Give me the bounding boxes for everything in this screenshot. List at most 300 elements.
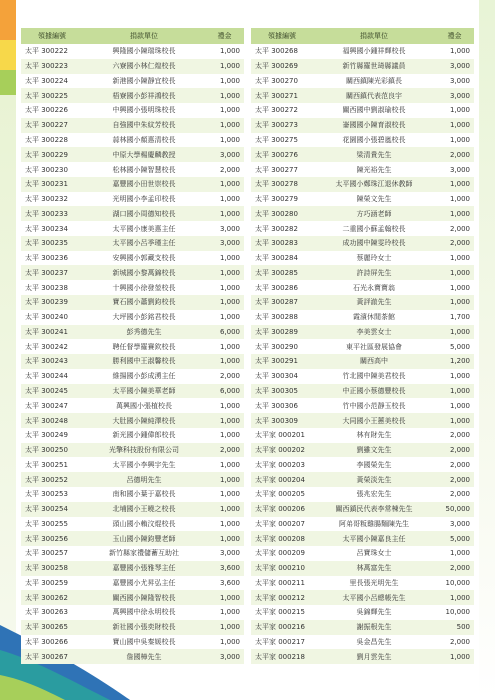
donor-cell: 關西國小陳隆智校長 (83, 590, 205, 605)
amount-cell: 2,000 (435, 147, 474, 162)
amount-cell: 2,000 (435, 487, 474, 502)
amount-cell: 6,000 (205, 384, 244, 399)
amount-cell: 1,000 (435, 251, 474, 266)
amount-cell: 1,000 (435, 103, 474, 118)
donor-cell: 李美雲女士 (313, 325, 435, 340)
receipt-number-cell: 太平 300242 (21, 339, 83, 354)
table-row (251, 265, 474, 280)
table-row (21, 635, 244, 650)
amount-cell: 500 (435, 620, 474, 635)
table-row (251, 472, 474, 487)
donor-cell: 寶山國中吳秦媛校長 (83, 635, 205, 650)
amount-cell: 1,000 (435, 546, 474, 561)
table-row (21, 605, 244, 620)
amount-cell: 3,000 (435, 517, 474, 532)
receipt-number-cell: 太平 300277 (251, 162, 313, 177)
receipt-number-cell: 太平 300222 (21, 44, 83, 59)
receipt-number-cell: 太平 300233 (21, 206, 83, 221)
receipt-number-cell: 太平 300240 (21, 310, 83, 325)
table-row (251, 325, 474, 340)
receipt-number-cell: 太平 300250 (21, 443, 83, 458)
receipt-number-cell: 太平 300224 (21, 74, 83, 89)
table-row (21, 576, 244, 591)
amount-cell: 1,000 (205, 251, 244, 266)
table-row (251, 59, 474, 74)
amount-cell: 1,000 (435, 44, 474, 59)
table-row (21, 221, 244, 236)
table-row (21, 398, 244, 413)
table-row (251, 88, 474, 103)
table-header-row (21, 28, 244, 44)
table-row (21, 44, 244, 59)
amount-cell: 1,000 (205, 44, 244, 59)
amount-cell: 1,000 (435, 177, 474, 192)
receipt-number-cell: 太平 300263 (21, 605, 83, 620)
table-row (251, 561, 474, 576)
table-row (251, 531, 474, 546)
amount-cell: 5,000 (435, 339, 474, 354)
header-receipt-number: 領據編號 (21, 28, 83, 44)
amount-cell: 1,000 (205, 103, 244, 118)
table-row (251, 103, 474, 118)
table-row (251, 354, 474, 369)
table-row (251, 206, 474, 221)
donor-cell: 聘任督學羅賽欽校長 (83, 339, 205, 354)
donor-cell: 嘉豐國小田世崇校長 (83, 177, 205, 192)
header-receipt-number: 領據編號 (251, 28, 313, 44)
table-row (21, 265, 244, 280)
donor-cell: 吳錦輝先生 (313, 605, 435, 620)
table-row (21, 88, 244, 103)
donor-cell: 關西鎮代表范良宇 (313, 88, 435, 103)
amount-cell: 1,000 (435, 118, 474, 133)
receipt-number-cell: 太平家 000208 (251, 531, 313, 546)
donor-cell: 中原大學楊慶麟教授 (83, 147, 205, 162)
table-row (21, 502, 244, 517)
amount-cell: 2,000 (435, 428, 474, 443)
receipt-number-cell: 太平 300285 (251, 265, 313, 280)
receipt-number-cell: 太平 300231 (21, 177, 83, 192)
receipt-number-cell: 太平 300252 (21, 472, 83, 487)
receipt-number-cell: 太平 300286 (251, 280, 313, 295)
donor-cell: 林萬富先生 (313, 561, 435, 576)
receipt-number-cell: 太平 300269 (251, 59, 313, 74)
donor-cell: 竹中國小范靜玉校長 (313, 398, 435, 413)
amount-cell: 1,000 (205, 531, 244, 546)
table-row (21, 206, 244, 221)
table-row (251, 133, 474, 148)
table-row (21, 546, 244, 561)
amount-cell: 1,000 (435, 649, 474, 664)
amount-cell: 2,000 (435, 221, 474, 236)
amount-cell: 2,000 (435, 443, 474, 458)
amount-cell: 1,000 (205, 265, 244, 280)
table-row (21, 251, 244, 266)
table-row (251, 44, 474, 59)
table-body (251, 44, 474, 664)
table-row (251, 649, 474, 664)
receipt-number-cell: 太平 300255 (21, 517, 83, 532)
amount-cell: 1,000 (205, 177, 244, 192)
receipt-number-cell: 太平家 000216 (251, 620, 313, 635)
receipt-number-cell: 太平 300282 (251, 221, 313, 236)
amount-cell: 1,000 (205, 88, 244, 103)
donor-cell: 關西鎮民代表李常棟先生 (313, 502, 435, 517)
amount-cell: 1,000 (435, 280, 474, 295)
amount-cell: 1,200 (435, 354, 474, 369)
receipt-number-cell: 太平 300230 (21, 162, 83, 177)
receipt-number-cell: 太平家 000209 (251, 546, 313, 561)
donor-cell: 吳金昌先生 (313, 635, 435, 650)
receipt-number-cell: 太平 300229 (21, 147, 83, 162)
donor-cell: 自強國中朱紋芳校長 (83, 118, 205, 133)
receipt-number-cell: 太平 300306 (251, 398, 313, 413)
amount-cell: 1,000 (205, 339, 244, 354)
donor-cell: 彭秀德先生 (83, 325, 205, 340)
receipt-number-cell: 太平 300239 (21, 295, 83, 310)
table-body (21, 44, 244, 664)
amount-cell: 6,000 (205, 325, 244, 340)
donor-cell: 黃榮淡先生 (313, 472, 435, 487)
amount-cell: 3,600 (205, 561, 244, 576)
table-row (21, 443, 244, 458)
donor-cell: 陳榮文先生 (313, 192, 435, 207)
donor-cell: 玉山國小陳鈞豐老師 (83, 531, 205, 546)
receipt-number-cell: 太平 300258 (21, 561, 83, 576)
table-row (251, 369, 474, 384)
right-decorative-stripe (479, 0, 495, 700)
receipt-number-cell: 太平 300266 (21, 635, 83, 650)
receipt-number-cell: 太平 300304 (251, 369, 313, 384)
donor-cell: 霞濱休閒茶館 (313, 310, 435, 325)
amount-cell: 1,000 (205, 472, 244, 487)
donor-cell: 新竹縣家禮儲蓄互助社 (83, 546, 205, 561)
table-row (21, 428, 244, 443)
receipt-number-cell: 太平家 000205 (251, 487, 313, 502)
table-row (21, 310, 244, 325)
donor-cell: 嘉豐國小尤昇弘主任 (83, 576, 205, 591)
amount-cell: 1,000 (435, 590, 474, 605)
donor-cell: 梧寮國小彭祥鴻校長 (83, 88, 205, 103)
donation-table-right (251, 28, 474, 664)
amount-cell: 1,000 (205, 133, 244, 148)
table-row (21, 620, 244, 635)
receipt-number-cell: 太平 300245 (21, 384, 83, 399)
donor-cell: 蒜林國小顏惠清校長 (83, 133, 205, 148)
receipt-number-cell: 太平 300278 (251, 177, 313, 192)
donor-cell: 十興國小徐發堃校長 (83, 280, 205, 295)
amount-cell: 1,000 (435, 206, 474, 221)
table-row (21, 354, 244, 369)
donor-cell: 謝振根先生 (313, 620, 435, 635)
donor-cell: 張兆宏先生 (313, 487, 435, 502)
table-row (251, 576, 474, 591)
table-row (21, 103, 244, 118)
amount-cell: 1,000 (435, 265, 474, 280)
receipt-number-cell: 太平 300265 (21, 620, 83, 635)
donor-cell: 成功國中陳雯玲校長 (313, 236, 435, 251)
donor-cell: 新城國小黎萬錦校長 (83, 265, 205, 280)
amount-cell: 3,000 (435, 74, 474, 89)
donor-cell: 新光國小鍾偉郎校長 (83, 428, 205, 443)
receipt-number-cell: 太平 300287 (251, 295, 313, 310)
amount-cell: 1,000 (435, 369, 474, 384)
amount-cell: 1,000 (435, 325, 474, 340)
receipt-number-cell: 太平 300270 (251, 74, 313, 89)
receipt-number-cell: 太平 300241 (21, 325, 83, 340)
table-row (251, 620, 474, 635)
receipt-number-cell: 太平 300249 (21, 428, 83, 443)
amount-cell: 3,000 (435, 162, 474, 177)
receipt-number-cell: 太平 300226 (21, 103, 83, 118)
amount-cell: 1,000 (205, 59, 244, 74)
amount-cell: 3,000 (205, 649, 244, 664)
receipt-number-cell: 太平家 000212 (251, 590, 313, 605)
donor-cell: 二重國小蘇孟翰校長 (313, 221, 435, 236)
header-amount: 禮金 (205, 28, 244, 44)
receipt-number-cell: 太平 300244 (21, 369, 83, 384)
table-row (251, 398, 474, 413)
table-row (21, 295, 244, 310)
donor-cell: 竹北國中陳美君校長 (313, 369, 435, 384)
donor-cell: 崙國國小陳育淑校長 (313, 118, 435, 133)
donor-cell: 關西鎮陳光彩鎮長 (313, 74, 435, 89)
table-row (251, 517, 474, 532)
donor-cell: 梁清貴先生 (313, 147, 435, 162)
amount-cell: 1,000 (205, 620, 244, 635)
donor-cell: 大同國小王蕙美校長 (313, 413, 435, 428)
table-header-row (251, 28, 474, 44)
amount-cell: 1,000 (205, 398, 244, 413)
receipt-number-cell: 太平 300236 (21, 251, 83, 266)
table-row (21, 413, 244, 428)
donor-cell: 東平社區發展協會 (313, 339, 435, 354)
amount-cell: 2,000 (205, 369, 244, 384)
amount-cell: 1,000 (435, 295, 474, 310)
receipt-number-cell: 太平 300283 (251, 236, 313, 251)
table-row (251, 295, 474, 310)
table-row (21, 325, 244, 340)
receipt-number-cell: 太平家 000202 (251, 443, 313, 458)
amount-cell: 2,000 (435, 561, 474, 576)
donor-cell: 北埔國小王曉之校長 (83, 502, 205, 517)
receipt-number-cell: 太平家 000206 (251, 502, 313, 517)
table-row (251, 339, 474, 354)
amount-cell: 1,000 (435, 384, 474, 399)
amount-cell: 3,600 (205, 576, 244, 591)
amount-cell: 1,000 (205, 635, 244, 650)
donor-cell: 呂寶珠女士 (313, 546, 435, 561)
amount-cell: 1,000 (205, 605, 244, 620)
receipt-number-cell: 太平 300253 (21, 487, 83, 502)
amount-cell: 1,000 (205, 280, 244, 295)
receipt-number-cell: 太平 300237 (21, 265, 83, 280)
donor-cell: 詹國樟先生 (83, 649, 205, 664)
table-row (251, 147, 474, 162)
amount-cell: 1,000 (205, 354, 244, 369)
amount-cell: 1,000 (205, 517, 244, 532)
receipt-number-cell: 太平 300254 (21, 502, 83, 517)
receipt-number-cell: 太平 300268 (251, 44, 313, 59)
left-decorative-stripe (0, 0, 16, 700)
amount-cell: 1,000 (205, 413, 244, 428)
donor-cell: 頭山國小賴汶焜校長 (83, 517, 205, 532)
amount-cell: 1,000 (205, 590, 244, 605)
table-row (251, 384, 474, 399)
amount-cell: 1,000 (205, 457, 244, 472)
receipt-number-cell: 太平 300305 (251, 384, 313, 399)
receipt-number-cell: 太平 300243 (21, 354, 83, 369)
table-row (21, 74, 244, 89)
receipt-number-cell: 太平 300247 (21, 398, 83, 413)
amount-cell: 10,000 (435, 605, 474, 620)
table-row (251, 605, 474, 620)
donor-cell: 里長張光明先生 (313, 576, 435, 591)
table-row (21, 531, 244, 546)
receipt-number-cell: 太平 300267 (21, 649, 83, 664)
donor-cell: 石光永寶寶翁 (313, 280, 435, 295)
table-row (21, 590, 244, 605)
donor-cell: 大肚國小陳純澤校長 (83, 413, 205, 428)
donor-cell: 松林國小陳智慧校長 (83, 162, 205, 177)
table-row (21, 177, 244, 192)
receipt-number-cell: 太平 300248 (21, 413, 83, 428)
donor-cell: 安興國小郭藏支校長 (83, 251, 205, 266)
donor-cell: 萬興國小張植校長 (83, 398, 205, 413)
header-amount: 禮金 (435, 28, 474, 44)
amount-cell: 2,000 (205, 443, 244, 458)
table-row (21, 369, 244, 384)
amount-cell: 3,000 (435, 59, 474, 74)
table-row (251, 74, 474, 89)
table-row (21, 162, 244, 177)
table-row (21, 472, 244, 487)
receipt-number-cell: 太平 300251 (21, 457, 83, 472)
receipt-number-cell: 太平 300289 (251, 325, 313, 340)
table-row (251, 221, 474, 236)
donor-cell: 花園國小張碧嵐校長 (313, 133, 435, 148)
donor-cell: 湖口國小周德知校長 (83, 206, 205, 221)
table-row (251, 546, 474, 561)
receipt-number-cell: 太平家 000218 (251, 649, 313, 664)
donor-cell: 萬興國中徐永明校長 (83, 605, 205, 620)
donor-cell: 太平國小陳美華老師 (83, 384, 205, 399)
header-donor: 捐款單位 (83, 28, 205, 44)
receipt-number-cell: 太平 300234 (21, 221, 83, 236)
donor-cell: 陳光裕先生 (313, 162, 435, 177)
amount-cell: 3,000 (205, 546, 244, 561)
receipt-number-cell: 太平 300223 (21, 59, 83, 74)
table-row (251, 280, 474, 295)
receipt-number-cell: 太平 300276 (251, 147, 313, 162)
donor-cell: 光擎科技股份有限公司 (83, 443, 205, 458)
receipt-number-cell: 太平 300235 (21, 236, 83, 251)
donor-cell: 黃評澈先生 (313, 295, 435, 310)
amount-cell: 1,000 (435, 133, 474, 148)
table-row (251, 635, 474, 650)
donor-cell: 中正國小蔡德豐校長 (313, 384, 435, 399)
amount-cell: 1,000 (205, 295, 244, 310)
amount-cell: 3,000 (205, 236, 244, 251)
receipt-number-cell: 太平 300290 (251, 339, 313, 354)
receipt-number-cell: 太平 300232 (21, 192, 83, 207)
donor-cell: 大坪國小彭銘君校長 (83, 310, 205, 325)
table-row (251, 413, 474, 428)
table-row (251, 487, 474, 502)
receipt-number-cell: 太平 300227 (21, 118, 83, 133)
receipt-number-cell: 太平 300280 (251, 206, 313, 221)
amount-cell: 2,000 (435, 236, 474, 251)
table-row (21, 280, 244, 295)
amount-cell: 1,000 (205, 118, 244, 133)
donor-cell: 新港國小陳靜宜校長 (83, 74, 205, 89)
amount-cell: 1,700 (435, 310, 474, 325)
receipt-number-cell: 太平 300225 (21, 88, 83, 103)
table-row (21, 192, 244, 207)
donor-cell: 新竹縣羅世琦縣議員 (313, 59, 435, 74)
table-row (251, 118, 474, 133)
table-row (251, 251, 474, 266)
table-row (251, 177, 474, 192)
amount-cell: 2,000 (435, 472, 474, 487)
receipt-number-cell: 太平 300309 (251, 413, 313, 428)
table-row (251, 162, 474, 177)
donor-cell: 寶石國小蕭劉鈞校長 (83, 295, 205, 310)
amount-cell: 1,000 (205, 487, 244, 502)
amount-cell: 3,000 (435, 88, 474, 103)
receipt-number-cell: 太平 300273 (251, 118, 313, 133)
receipt-number-cell: 太平 300271 (251, 88, 313, 103)
donor-cell: 中興國小張明珠校長 (83, 103, 205, 118)
donor-cell: 福興國小鍾祥輝校長 (313, 44, 435, 59)
donor-cell: 太平國小陳嘉良主任 (313, 531, 435, 546)
receipt-number-cell: 太平家 000211 (251, 576, 313, 591)
receipt-number-cell: 太平家 000215 (251, 605, 313, 620)
header-donor: 捐款單位 (313, 28, 435, 44)
donation-table-left (21, 28, 244, 664)
donor-cell: 蔡麗玲女士 (313, 251, 435, 266)
donor-cell: 太平國小李興宇先生 (83, 457, 205, 472)
table-row (251, 310, 474, 325)
donor-cell: 太平國小呂總帳先生 (313, 590, 435, 605)
donor-cell: 關西國中劉淑瑜校長 (313, 103, 435, 118)
amount-cell: 1,000 (205, 428, 244, 443)
receipt-number-cell: 太平 300275 (251, 133, 313, 148)
table-row (21, 147, 244, 162)
table-row (21, 561, 244, 576)
table-row (21, 457, 244, 472)
donor-cell: 勝利國中王淑馨校長 (83, 354, 205, 369)
amount-cell: 1,000 (205, 310, 244, 325)
amount-cell: 2,000 (205, 162, 244, 177)
receipt-number-cell: 太平家 000207 (251, 517, 313, 532)
donor-cell: 嘉豐國小張雅琴主任 (83, 561, 205, 576)
receipt-number-cell: 太平家 000201 (251, 428, 313, 443)
table-row (21, 59, 244, 74)
donor-cell: 光明國小李孟印校長 (83, 192, 205, 207)
amount-cell: 3,000 (205, 147, 244, 162)
table-row (21, 236, 244, 251)
receipt-number-cell: 太平 300272 (251, 103, 313, 118)
amount-cell: 2,000 (435, 457, 474, 472)
table-row (21, 118, 244, 133)
receipt-number-cell: 太平家 000217 (251, 635, 313, 650)
table-row (251, 457, 474, 472)
donor-cell: 方巧涵老師 (313, 206, 435, 221)
receipt-number-cell: 太平 300259 (21, 576, 83, 591)
receipt-number-cell: 太平家 000203 (251, 457, 313, 472)
donor-cell: 新社國小張奕財校長 (83, 620, 205, 635)
